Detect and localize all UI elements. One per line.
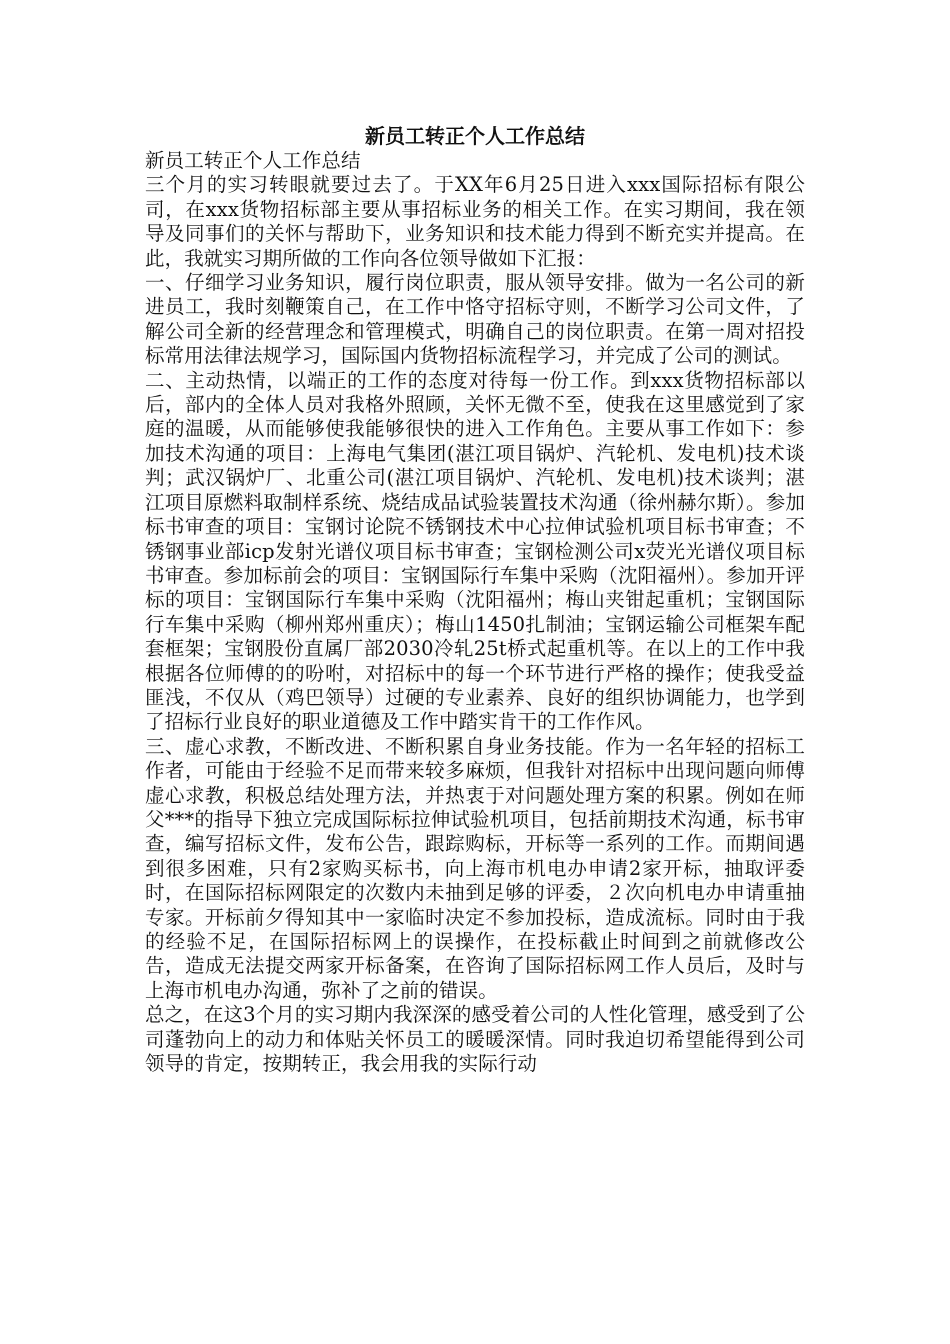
paragraph-heading: 新员工转正个人工作总结 <box>145 149 361 172</box>
paragraph-intro: 三个月的实习转眼就要过去了。于XX年6月25日进入xxx国际招标有限公司，在xxx货物招标部主要从事招标业务的相关工作。在实习期间，我在领导及同事们的关怀与帮助下，业务知识和技术能力得到不断充实并提高。在此，我就实习期所做的工作向各位领导做如下汇报： <box>145 173 805 270</box>
document-body <box>145 149 805 1076</box>
paragraph-section-1: 一、仔细学习业务知识，履行岗位职责，服从领导安排。做为一名公司的新进员工，我时刻鞭策自己，在工作中恪守招标守则，不断学习公司文件，了解公司全新的经营理念和管理模式，明确自己的岗位职责。在第一周对招投标常用法律法规学习，国际国内货物招标流程学习，并完成了公司的测试。 <box>145 271 805 368</box>
paragraph-section-3: 三、虚心求教，不断改进、不断积累自身业务技能。作为一名年轻的招标工作者，可能由于经验不足而带来较多麻烦，但我针对招标中出现问题向师傅虚心求教，积极总结处理方法，并热衷于对问题处理方案的积累。例如在师父***的指导下独立完成国际标拉伸试验机项目，包括前期技术沟通，标书审查，编写招标文件，发布公告，跟踪购标，开标等一系列的工作。而期间遇到很多困难，只有2家购买标书，向上海市机电办申请2家开标，抽取评委时，在国际招标网限定的次数内未抽到足够的评委，２次向机电办申请重抽专家。开标前夕得知其中一家临时决定不参加投标，造成流标。同时由于我的经验不足，在国际招标网上的误操作，在投标截止时间到之前就修改公告，造成无法提交两家开标备案，在咨询了国际招标网工作人员后，及时与上海市机电办沟通，弥补了之前的错误。 <box>145 734 805 1002</box>
document-title: 新员工转正个人工作总结 <box>365 124 585 148</box>
paragraph-conclusion: 总之，在这3个月的实习期内我深深的感受着公司的人性化管理，感受到了公司蓬勃向上的动力和体贴关怀员工的暖暖深情。同时我迫切希望能得到公司领导的肯定，按期转正，我会用我的实际行动 <box>145 1003 805 1076</box>
paragraph-section-2: 二、主动热情，以端正的工作的态度对待每一份工作。到xxx货物招标部以后，部内的全体人员对我格外照顾，关怀无微不至，使我在这里感觉到了家庭的温暖，从而能够使我能够很快的进入工作角色。主要从事工作如下：参加技术沟通的项目：上海电气集团(湛江项目锅炉、汽轮机、发电机)技术谈判；武汉锅炉厂、北重公司(湛江项目锅炉、汽轮机、发电机)技术谈判；湛江项目原燃料取制样系统、烧结成品试验装置技术沟通（徐州赫尔斯）。参加标书审查的项目：宝钢讨论院不锈钢技术中心拉伸试验机项目标书审查；不锈钢事业部icp发射光谱仪项目标书审查；宝钢检测公司x荧光光谱仪项目标书审查。参加标前会的项目：宝钢国际行车集中采购（沈阳福州）。参加开评标的项目：宝钢国际行车集中采购（沈阳福州；梅山夹钳起重机；宝钢国际行车集中采购（柳州郑州重庆）；梅山1450扎制油；宝钢运输公司框架车配套框架；宝钢股份直属厂部2030冷轧25t桥式起重机等。在以上的工作中我根据各位师傅的的吩咐，对招标中的每一个环节进行严格的操作；使我受益匪浅，不仅从（鸡巴领导）过硬的专业素养、良好的组织协调能力，也学到了招标行业良好的职业道德及工作中踏实肯干的工作作风。 <box>145 368 805 734</box>
